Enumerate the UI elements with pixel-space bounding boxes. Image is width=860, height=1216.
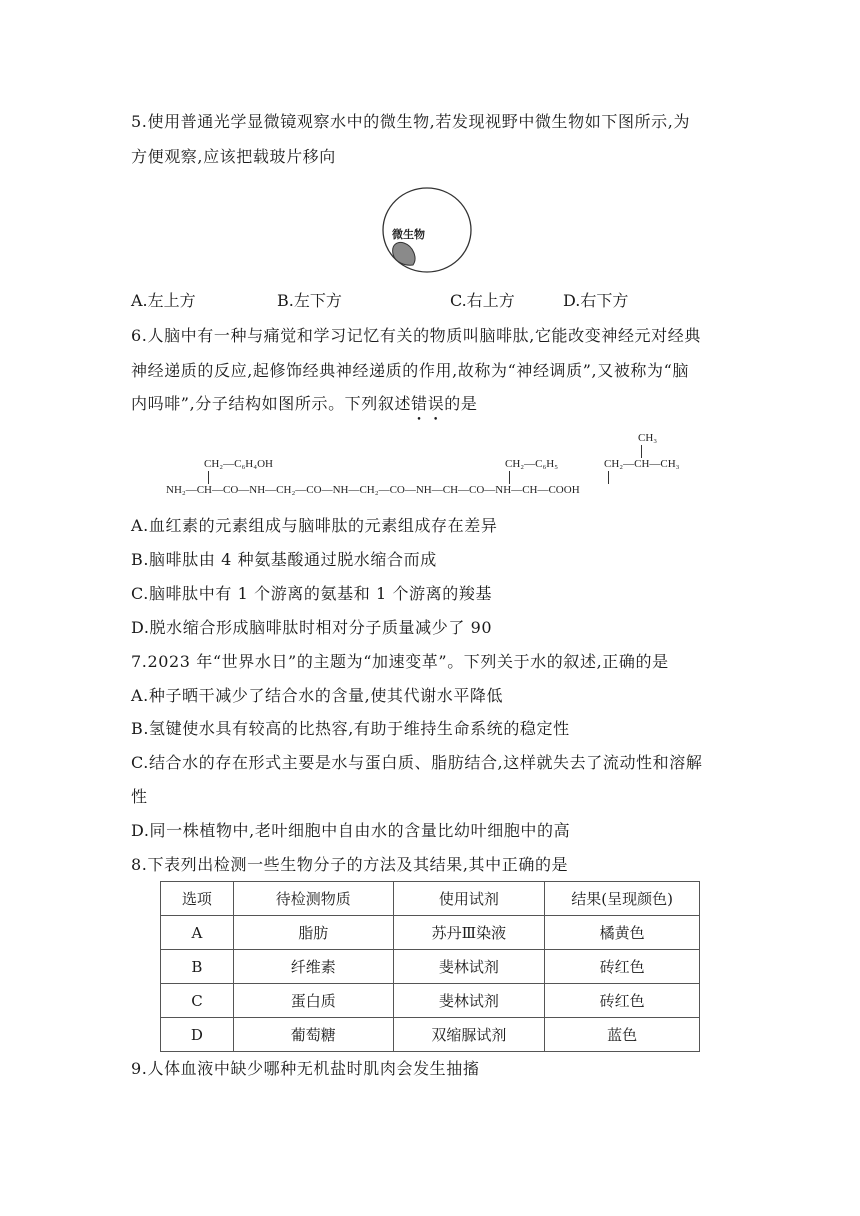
table-cell: 双缩脲试剂: [393, 1018, 545, 1052]
table-row: [161, 916, 700, 950]
q6-stem-line1: 6.人脑中有一种与痛觉和学习记忆有关的物质叫脑啡肽,它能改变神经元对经典: [131, 326, 701, 345]
formula-ch3: CH₃: [638, 432, 658, 444]
q6-emphasis-char: 误: [427, 394, 445, 413]
table-cell: B: [161, 950, 234, 984]
q6-emphasis-char: 错: [411, 394, 428, 413]
q6-stem-text-end: 的是: [444, 394, 478, 413]
microscope-field-figure: [380, 186, 478, 276]
table-header-cell: 使用试剂: [393, 882, 545, 916]
table-cell: A: [161, 916, 234, 950]
q5-option-b: B.左下方: [277, 291, 342, 310]
table-cell: 苏丹Ⅲ染液: [393, 916, 545, 950]
q6-stem-line2: 神经递质的反应,起修饰经典神经递质的作用,故称为“神经调质”,又被称为“脑: [131, 361, 689, 380]
q6-option-d: D.脱水缩合形成脑啡肽时相对分子质量减少了 90: [131, 618, 493, 637]
table-cell: 脂肪: [233, 916, 393, 950]
q9-stem: 9.人体血液中缺少哪种无机盐时肌肉会发生抽搐: [131, 1059, 480, 1078]
q7-option-a: A.种子晒干减少了结合水的含量,使其代谢水平降低: [131, 686, 504, 705]
q5-option-c: C.右上方: [450, 291, 515, 310]
q5-stem-line2: 方便观察,应该把载玻片移向: [131, 147, 336, 166]
q7-option-b: B.氢键使水具有较高的比热容,有助于维持生命系统的稳定性: [131, 719, 570, 738]
microorganism-label: 微生物: [392, 228, 425, 241]
table-cell: D: [161, 1018, 234, 1052]
table-cell: 纤维素: [233, 950, 393, 984]
table-header-cell: 待检测物质: [233, 882, 393, 916]
q6-stem-text: 内吗啡”,分子结构如图所示。下列叙述: [131, 394, 412, 413]
table-cell: 斐林试剂: [393, 950, 545, 984]
table-header-cell: 结果(呈现颜色): [545, 882, 700, 916]
q5-option-a: A.左上方: [131, 291, 196, 310]
q6-stem-line3: [131, 394, 478, 414]
q7-option-d: D.同一株植物中,老叶细胞中自由水的含量比幼叶细胞中的高: [131, 821, 571, 840]
q8-table: [160, 881, 700, 1052]
table-row: [161, 1018, 700, 1052]
table-header-cell: 选项: [161, 882, 234, 916]
q6-option-c: C.脑啡肽中有 1 个游离的氨基和 1 个游离的羧基: [131, 584, 493, 603]
formula-bond: [208, 471, 209, 484]
formula-bond: [509, 471, 510, 484]
q6-option-b: B.脑啡肽由 4 种氨基酸通过脱水缩合而成: [131, 550, 437, 569]
q5-option-d: D.右下方: [563, 291, 629, 310]
formula-side-chain-1: CH₂—C₆H₄OH: [204, 458, 273, 470]
q7-stem: 7.2023 年“世界水日”的主题为“加速变革”。下列关于水的叙述,正确的是: [131, 652, 669, 671]
formula-bond: [608, 471, 609, 484]
formula-side-chain-5: CH₂—CH—CH₃: [604, 458, 680, 470]
q7-option-c-continued: 性: [131, 787, 148, 806]
q5-stem-line1: 5.使用普通光学显微镜观察水中的微生物,若发现视野中微生物如下图所示,为: [131, 112, 691, 131]
table-cell: 砖红色: [545, 984, 700, 1018]
table-cell: C: [161, 984, 234, 1018]
table-cell: 葡萄糖: [233, 1018, 393, 1052]
formula-bond: [641, 445, 642, 458]
q8-stem: 8.下表列出检测一些生物分子的方法及其结果,其中正确的是: [131, 855, 569, 874]
table-cell: 橘黄色: [545, 916, 700, 950]
q7-option-c: C.结合水的存在形式主要是水与蛋白质、脂肪结合,这样就失去了流动性和溶解: [131, 753, 703, 772]
q6-option-a: A.血红素的元素组成与脑啡肽的元素组成存在差异: [131, 516, 498, 535]
table-cell: 蓝色: [545, 1018, 700, 1052]
formula-main-chain: NH₂—CH—CO—NH—CH₂—CO—NH—CH₂—CO—NH—CH—CO—NH—CH—COOH: [166, 484, 580, 496]
table-row: [161, 950, 700, 984]
formula-side-chain-4: CH₂—C₆H₅: [505, 458, 559, 470]
table-cell: 斐林试剂: [393, 984, 545, 1018]
table-cell: 蛋白质: [233, 984, 393, 1018]
table-row: [161, 984, 700, 1018]
table-cell: 砖红色: [545, 950, 700, 984]
table-header-row: [161, 882, 700, 916]
